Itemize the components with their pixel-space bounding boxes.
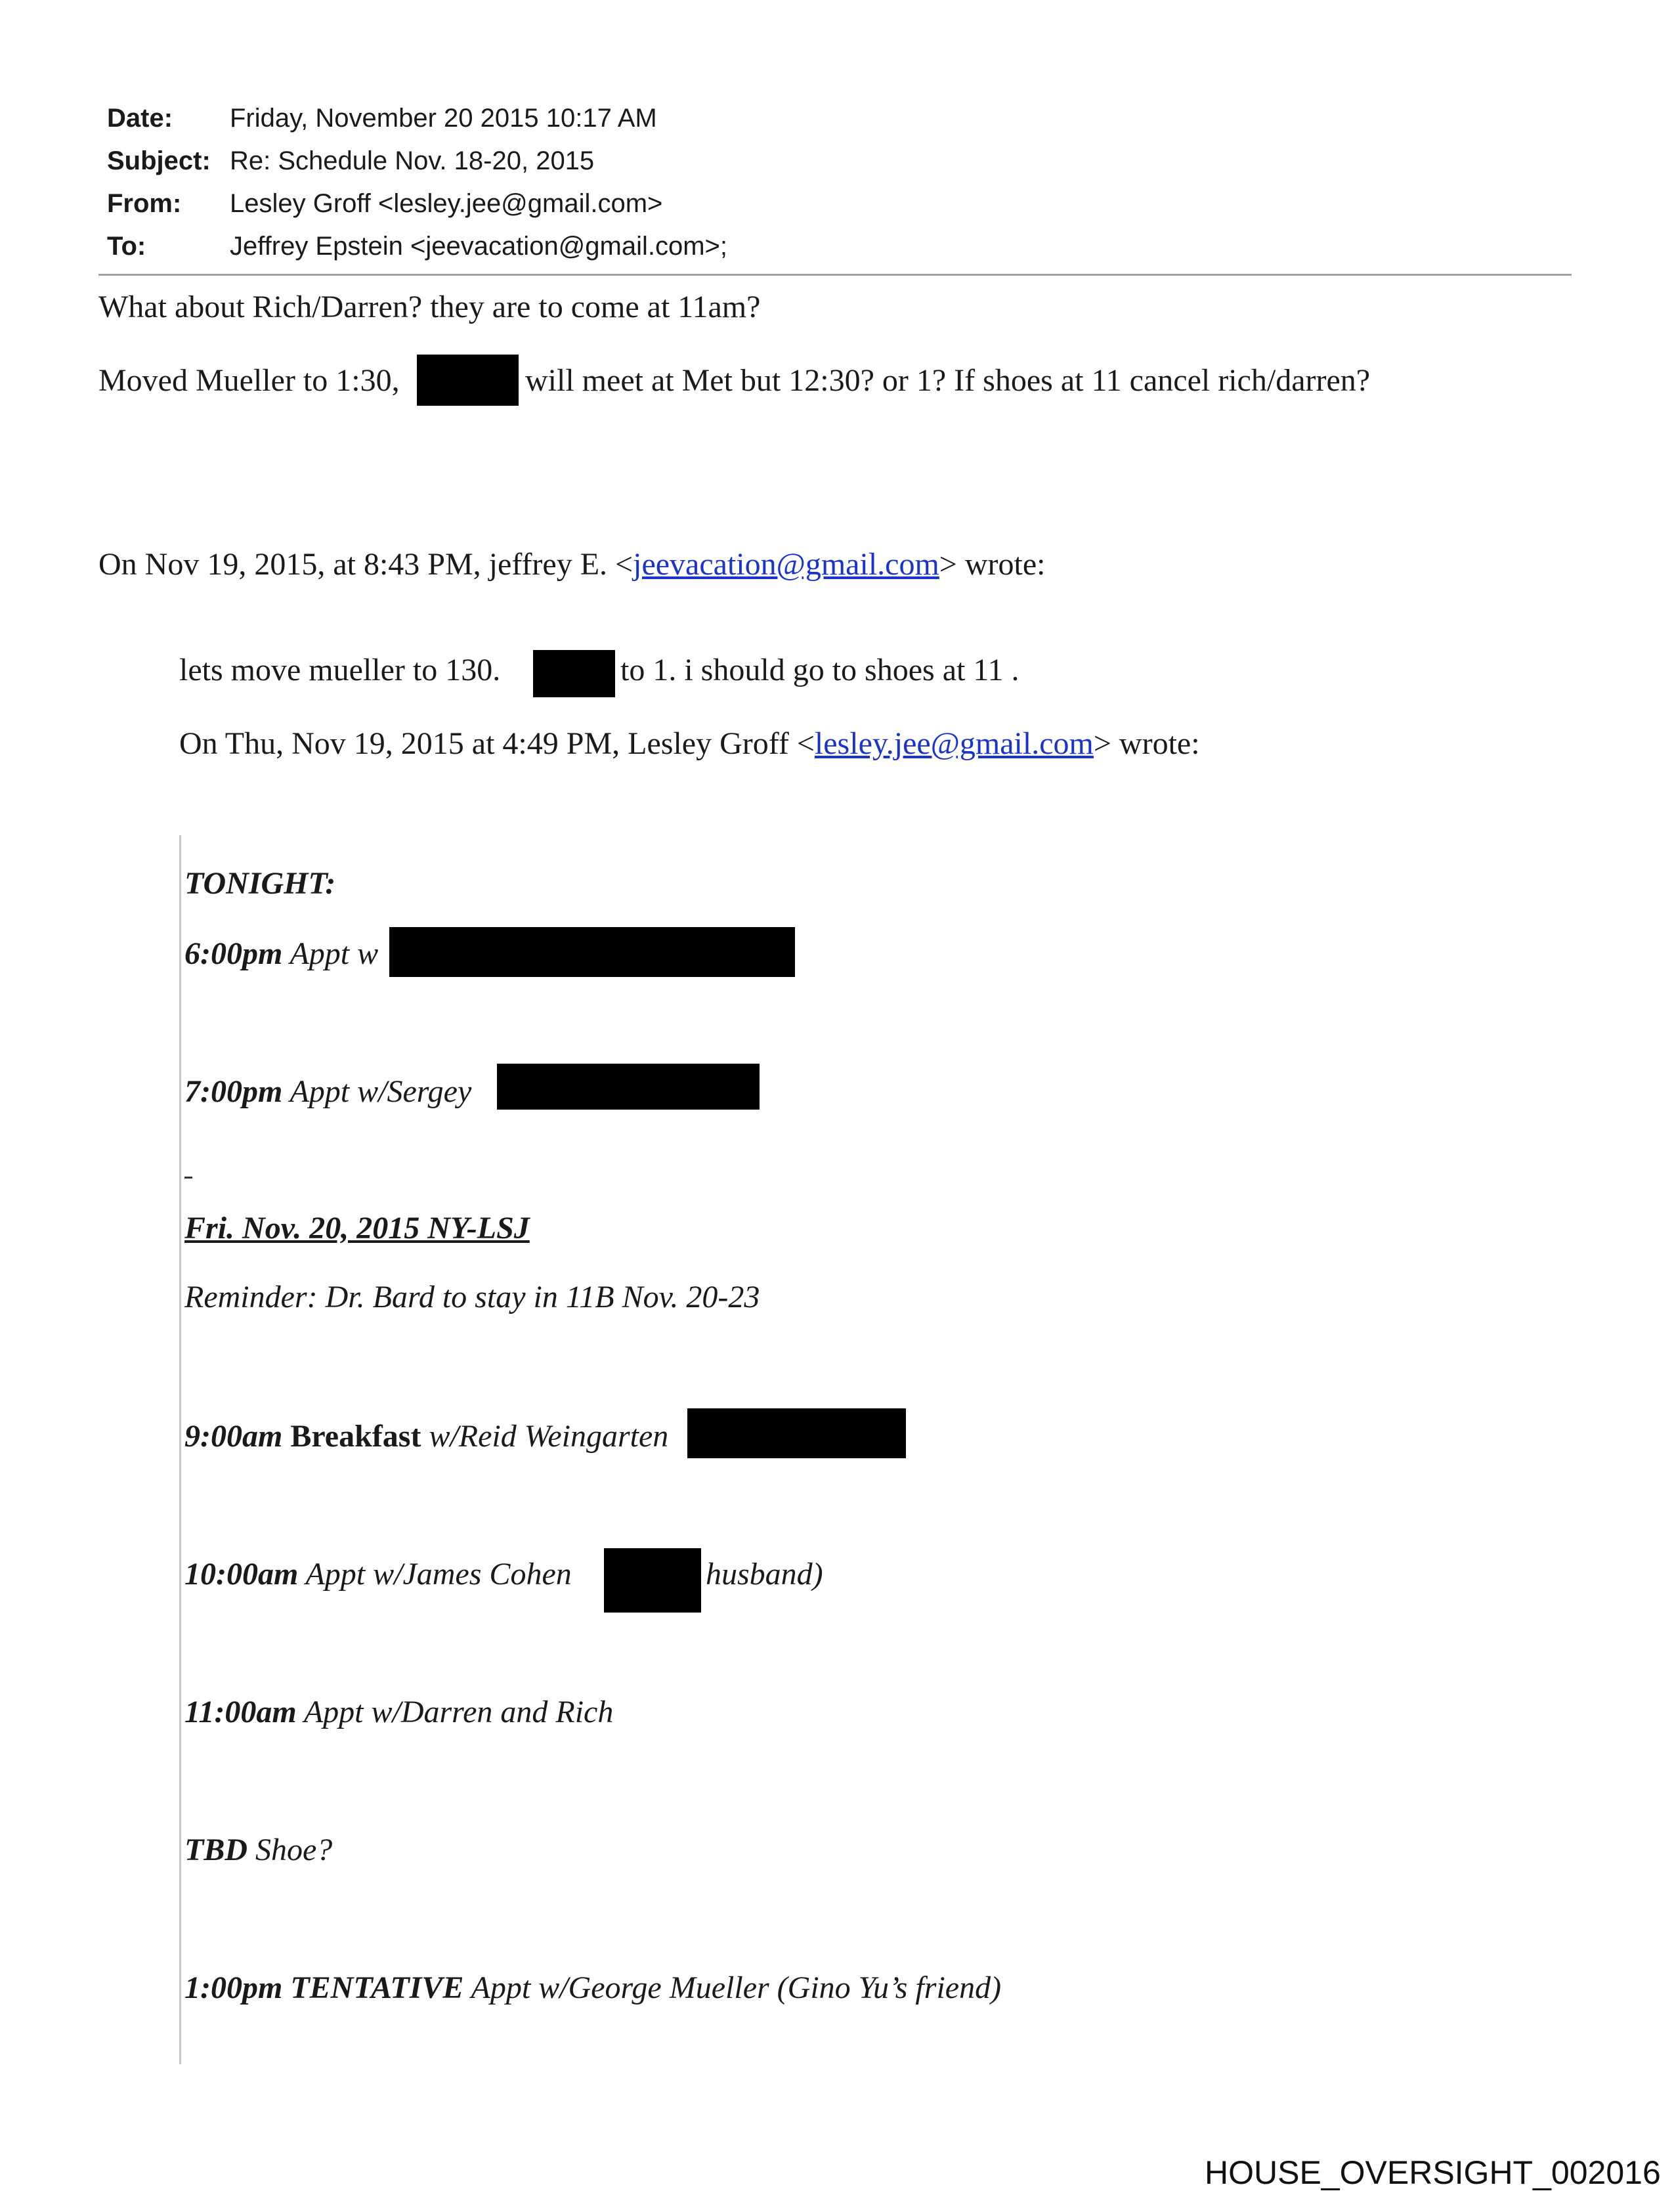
schedule-entry-breakfast [184, 1418, 668, 1454]
entry-time: 7:00pm [184, 1074, 283, 1109]
entry-text: Appt w/James Cohen [305, 1557, 572, 1592]
date-label: Date: [107, 104, 173, 133]
quote-bar [179, 835, 181, 2064]
jeevacation-email-link[interactable]: jeevacation@gmail.com [633, 547, 939, 582]
entry-text: w/Reid Weingarten [429, 1419, 669, 1454]
quote-intro-2-b: > wrote: [1093, 726, 1200, 761]
tonight-entry-2 [184, 1073, 471, 1110]
subject-value: Re: Schedule Nov. 18-20, 2015 [230, 146, 595, 175]
entry-bold: TENTATIVE [290, 1970, 464, 2005]
quote-intro-2 [179, 726, 1200, 762]
tonight-heading: TONIGHT: [184, 866, 336, 901]
entry-time: 1:00pm [184, 1970, 283, 2005]
quote-intro-1-b: > wrote: [939, 547, 1046, 582]
reminder-line: Reminder: Dr. Bard to stay in 11B Nov. 20-23 [184, 1280, 760, 1314]
quote-intro-1 [98, 546, 1046, 582]
entry-tail: husband) [706, 1557, 823, 1592]
entry-bold: Breakfast [290, 1419, 421, 1454]
tonight-entry-1 [184, 936, 378, 972]
entry-time: 6:00pm [184, 936, 283, 971]
entry-text: Appt w/Darren and Rich [303, 1695, 614, 1729]
entry-text: Shoe? [255, 1832, 333, 1867]
header-divider [98, 274, 1572, 276]
quote-body-b: to 1. i should go to shoes at 11 . [620, 653, 1019, 687]
redaction-block [604, 1548, 701, 1613]
to-label: To: [107, 232, 146, 261]
entry-text: Appt w [290, 936, 379, 971]
entry-time: TBD [184, 1832, 247, 1867]
lesley-email-link[interactable]: lesley.jee@gmail.com [814, 726, 1094, 761]
bates-number: HOUSE_OVERSIGHT_002016 [1205, 2154, 1661, 2191]
schedule-entry-shoe [184, 1832, 332, 1868]
entry-time: 9:00am [184, 1419, 283, 1454]
redaction-block [497, 1064, 760, 1110]
redaction-block [687, 1408, 906, 1458]
from-value: Lesley Groff <lesley.jee@gmail.com> [230, 189, 663, 218]
subject-label: Subject: [107, 146, 211, 175]
entry-time: 10:00am [184, 1557, 299, 1592]
schedule-entry-darren [184, 1694, 613, 1730]
redaction-block [533, 650, 615, 697]
reply-line-2a: Moved Mueller to 1:30, [98, 363, 400, 398]
quote-intro-2-a: On Thu, Nov 19, 2015 at 4:49 PM, Lesley Groff < [179, 726, 815, 761]
entry-text: Appt w/George Mueller (Gino Yu’s friend) [471, 1970, 1002, 2005]
schedule-entry-mueller [184, 1970, 1001, 2006]
date-value: Friday, November 20 2015 10:17 AM [230, 104, 657, 133]
quote-body-a: lets move mueller to 130. [179, 653, 501, 687]
reply-line-1: What about Rich/Darren? they are to come at 11am? [98, 290, 761, 324]
redaction-block [389, 927, 795, 977]
redaction-block [417, 355, 519, 406]
to-value: Jeffrey Epstein <jeevacation@gmail.com>; [230, 232, 728, 261]
from-label: From: [107, 189, 182, 218]
entry-text: Appt w/Sergey [290, 1074, 472, 1109]
quote-intro-1-a: On Nov 19, 2015, at 8:43 PM, jeffrey E. < [98, 547, 633, 582]
reply-line-2b: will meet at Met but 12:30? or 1? If shoes at 11 cancel rich/darren? [525, 363, 1371, 398]
entry-time: 11:00am [184, 1695, 297, 1729]
day-heading: Fri. Nov. 20, 2015 NY-LSJ [184, 1211, 530, 1246]
separator-dash [184, 1177, 192, 1179]
schedule-entry-cohen [184, 1556, 572, 1592]
